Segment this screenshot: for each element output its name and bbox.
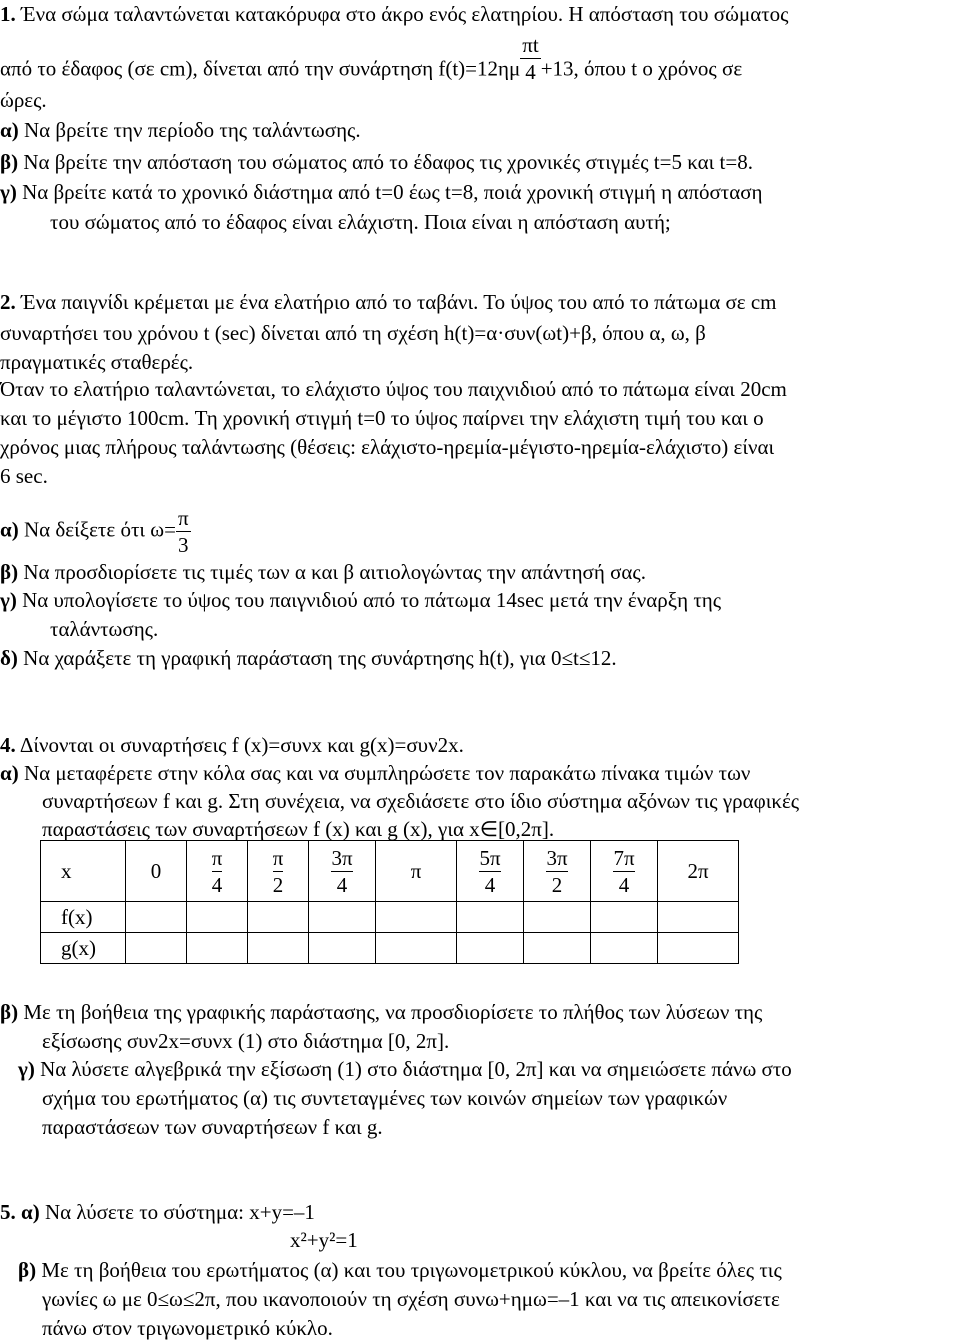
x-num: 2π bbox=[687, 859, 709, 883]
table-cell bbox=[591, 902, 658, 933]
question-text: Να χαράξετε τη γραφική παράσταση της συνάρτησης h(t), για 0≤t≤12. bbox=[23, 646, 617, 670]
question-text: γωνίες ω με 0≤ω≤2π, που ικανοποιούν τη σχέση συνω+ημω=–1 και να τις απεικονίσετε bbox=[42, 1287, 780, 1311]
question-a bbox=[0, 505, 191, 558]
question-b bbox=[0, 1000, 762, 1024]
equation-text: x²+y²=1 bbox=[290, 1228, 358, 1252]
question-d bbox=[0, 646, 617, 670]
problem-text: ώρες. bbox=[0, 88, 47, 112]
problem-text: συναρτήσει του χρόνου t (sec) δίνεται από τη σχέση h(t)=α·συν(ωt)+β, όπου α, ω, β bbox=[0, 321, 706, 345]
question-text: παραστάσεις των συναρτήσεων f (x) και g (x), για x∈[0,2π]. bbox=[42, 817, 555, 841]
question-b-cont bbox=[42, 1316, 333, 1340]
x-num: 7π bbox=[613, 845, 635, 870]
problem-number: 2. bbox=[0, 290, 16, 314]
question-label: β) bbox=[0, 560, 19, 584]
table-cell bbox=[524, 933, 591, 964]
x-num: π bbox=[272, 845, 284, 870]
problem-text: και το μέγιστο 100cm. Τη χρονική στιγμή t=0 το ύψος παίρνει την ελάχιστη τιμή του και ο bbox=[0, 406, 764, 430]
x-cell bbox=[524, 841, 591, 902]
question-b-cont bbox=[42, 1287, 780, 1311]
problem-text: πραγματικές σταθερές. bbox=[0, 350, 194, 374]
problem-number: 4. bbox=[0, 733, 16, 757]
table-row bbox=[41, 902, 739, 933]
question-label: α) bbox=[0, 761, 19, 785]
problem-text: Ένα παιγνίδι κρέμεται με ένα ελατήριο από το ταβάνι. Το ύψος του από το πάτωμα σε cm bbox=[21, 290, 777, 314]
problem-text: χρόνος μιας πλήρους ταλάντωσης (θέσεις: ελάχιστο-ηρεμία-μέγιστο-ηρεμία-ελάχιστο) είναι bbox=[0, 435, 775, 459]
question-text: του σώματος από το έδαφος είναι ελάχιστη. Ποια είναι η απόσταση αυτή; bbox=[50, 210, 671, 234]
question-text: Να υπολογίσετε το ύψος του παιγνιδιού από το πάτωμα 14sec μετά την έναρξη της bbox=[22, 588, 722, 612]
problem-4-line-1 bbox=[0, 733, 464, 757]
question-c-cont bbox=[42, 1086, 727, 1110]
x-cell bbox=[126, 841, 187, 902]
x-value bbox=[687, 858, 708, 884]
x-value bbox=[411, 858, 422, 884]
question-text: πάνω στον τριγωνομετρικό κύκλο. bbox=[42, 1316, 333, 1340]
x-value bbox=[546, 845, 567, 898]
row-label: g(x) bbox=[41, 933, 126, 964]
question-a-cont bbox=[42, 817, 554, 841]
table-cell bbox=[126, 933, 187, 964]
table-cell bbox=[187, 933, 248, 964]
problem-2-line-1 bbox=[0, 290, 777, 314]
table-cell bbox=[309, 933, 376, 964]
x-cell bbox=[248, 841, 309, 902]
question-label: β) bbox=[0, 150, 19, 174]
problem-text: από το έδαφος (σε cm), δίνεται από την συνάρτηση f(t)=12ημ bbox=[0, 56, 521, 81]
question-text: εξίσωσης συν2x=συνx (1) στο διάστημα [0, 2π]. bbox=[42, 1029, 450, 1053]
problem-2-line-2 bbox=[0, 321, 706, 345]
question-text: συναρτήσεων f και g. Στη συνέχεια, να σχεδιάσετε στο ίδιο σύστημα αξόνων τις γραφικές bbox=[42, 789, 800, 813]
question-label: α) bbox=[0, 118, 19, 142]
x-den: 2 bbox=[551, 872, 563, 897]
x-value bbox=[212, 845, 223, 898]
table-row bbox=[41, 841, 739, 902]
question-label: α) bbox=[21, 1200, 40, 1224]
x-cell bbox=[457, 841, 524, 902]
question-text: Να βρείτε την απόσταση του σώματος από το έδαφος τις χρονικές στιγμές t=5 και t=8. bbox=[23, 150, 753, 174]
fraction-denominator: 3 bbox=[178, 533, 189, 557]
question-a bbox=[0, 118, 361, 142]
fraction bbox=[520, 32, 540, 85]
table-cell bbox=[376, 902, 457, 933]
question-label: γ) bbox=[18, 1057, 35, 1081]
table-cell bbox=[376, 933, 457, 964]
question-text: Να λύσετε το σύστημα: x+y=–1 bbox=[44, 1200, 315, 1224]
x-value bbox=[613, 845, 634, 898]
x-cell bbox=[309, 841, 376, 902]
question-text: Να βρείτε την περίοδο της ταλάντωσης. bbox=[23, 118, 361, 142]
x-num: 5π bbox=[479, 845, 501, 870]
problem-text: +13, όπου t ο χρόνος σε bbox=[540, 56, 743, 81]
question-label: β) bbox=[18, 1258, 37, 1282]
table-cell bbox=[248, 902, 309, 933]
x-num: 0 bbox=[150, 859, 162, 883]
row-label: x bbox=[41, 841, 126, 902]
question-label: δ) bbox=[0, 646, 18, 670]
x-den: 4 bbox=[618, 872, 630, 897]
fraction-numerator: π bbox=[177, 506, 189, 530]
table-cell bbox=[126, 902, 187, 933]
problem-1-line-2 bbox=[0, 33, 743, 97]
fraction-denominator: 4 bbox=[525, 60, 536, 84]
table-cell bbox=[187, 902, 248, 933]
problem-text: Δίνονται οι συναρτήσεις f (x)=συνx και g(x)=συν2x. bbox=[19, 733, 464, 757]
problem-text: Ένα σώμα ταλαντώνεται κατακόρυφα στο άκρο ενός ελατηρίου. Η απόσταση του σώματος bbox=[21, 2, 789, 26]
table-cell bbox=[457, 933, 524, 964]
x-cell bbox=[658, 841, 739, 902]
problem-text: Όταν το ελατήριο ταλαντώνεται, το ελάχιστο ύψος του παιχνιδιού από το πάτωμα είναι 20cm bbox=[0, 377, 787, 401]
x-num: 3π bbox=[331, 845, 353, 870]
question-text: παραστάσεων των συναρτήσεων f και g. bbox=[42, 1115, 383, 1139]
question-c-cont bbox=[50, 210, 671, 234]
x-cell bbox=[591, 841, 658, 902]
x-den: 4 bbox=[336, 872, 348, 897]
question-a bbox=[0, 761, 750, 785]
question-text: Με τη βοήθεια του ερωτήματος (α) και του τριγωνομετρικού κύκλου, να βρείτε όλες τις bbox=[41, 1258, 782, 1282]
problem-2-line-4 bbox=[0, 377, 787, 401]
question-label: β) bbox=[0, 1000, 19, 1024]
question-text: Με τη βοήθεια της γραφικής παράστασης, να προσδιορίσετε το πλήθος των λύσεων της bbox=[23, 1000, 763, 1024]
values-table bbox=[40, 840, 739, 964]
problem-5-line-1 bbox=[0, 1200, 315, 1224]
x-num: π bbox=[211, 845, 223, 870]
question-text: σχήμα του ερωτήματος (α) τις συντεταγμένες των κοινών σημείων των γραφικών bbox=[42, 1086, 728, 1110]
table-cell bbox=[591, 933, 658, 964]
question-c bbox=[0, 180, 763, 204]
fraction bbox=[176, 505, 191, 558]
question-text: Να λύσετε αλγεβρικά την εξίσωση (1) στο διάστημα [0, 2π] και να σημειώσετε πάνω στο bbox=[40, 1057, 792, 1081]
system-equation-2 bbox=[290, 1228, 358, 1252]
problem-text: 6 sec. bbox=[0, 464, 48, 488]
question-text: Να προσδιορίσετε τις τιμές των α και β αιτιολογώντας την απάντησή σας. bbox=[23, 560, 646, 584]
problem-2-line-6 bbox=[0, 435, 774, 459]
question-label: α) bbox=[0, 517, 19, 542]
x-den: 4 bbox=[484, 872, 496, 897]
x-cell bbox=[376, 841, 457, 902]
question-c-cont bbox=[42, 1115, 383, 1139]
table-cell bbox=[457, 902, 524, 933]
question-b bbox=[0, 560, 646, 584]
table-row bbox=[41, 933, 739, 964]
problem-2-line-3 bbox=[0, 350, 193, 374]
question-b-cont bbox=[42, 1029, 449, 1053]
question-c bbox=[0, 588, 721, 612]
problem-2-line-7 bbox=[0, 464, 48, 488]
x-den: 4 bbox=[211, 872, 223, 897]
x-value bbox=[273, 845, 284, 898]
x-cell bbox=[187, 841, 248, 902]
problem-number: 5. bbox=[0, 1200, 16, 1224]
question-text: Να βρείτε κατά το χρονικό διάστημα από t=0 έως t=8, ποιά χρονική στιγμή η απόσταση bbox=[22, 180, 763, 204]
question-c-cont bbox=[50, 617, 158, 641]
x-value bbox=[151, 858, 162, 884]
problem-1-line-1 bbox=[0, 2, 788, 26]
table-cell bbox=[309, 902, 376, 933]
problem-2-line-5 bbox=[0, 406, 764, 430]
table-cell bbox=[248, 933, 309, 964]
x-num: π bbox=[410, 859, 422, 883]
question-b bbox=[0, 150, 753, 174]
problem-number: 1. bbox=[0, 2, 16, 26]
table-cell bbox=[658, 902, 739, 933]
table-cell bbox=[658, 933, 739, 964]
question-label: γ) bbox=[0, 180, 17, 204]
question-text: Να μεταφέρετε στην κόλα σας και να συμπληρώσετε τον παρακάτω πίνακα τιμών των bbox=[23, 761, 751, 785]
question-c bbox=[18, 1057, 792, 1081]
x-value bbox=[331, 845, 352, 898]
question-text: Να δείξετε ότι ω= bbox=[23, 517, 176, 542]
fraction-numerator: πt bbox=[522, 33, 539, 57]
x-num: 3π bbox=[546, 845, 568, 870]
x-den: 2 bbox=[272, 872, 284, 897]
row-label: f(x) bbox=[41, 902, 126, 933]
problem-1-line-3 bbox=[0, 88, 47, 112]
table-cell bbox=[524, 902, 591, 933]
x-value bbox=[479, 845, 500, 898]
question-text: ταλάντωσης. bbox=[50, 617, 159, 641]
question-label: γ) bbox=[0, 588, 17, 612]
question-b bbox=[18, 1258, 782, 1282]
question-a-cont bbox=[42, 789, 799, 813]
